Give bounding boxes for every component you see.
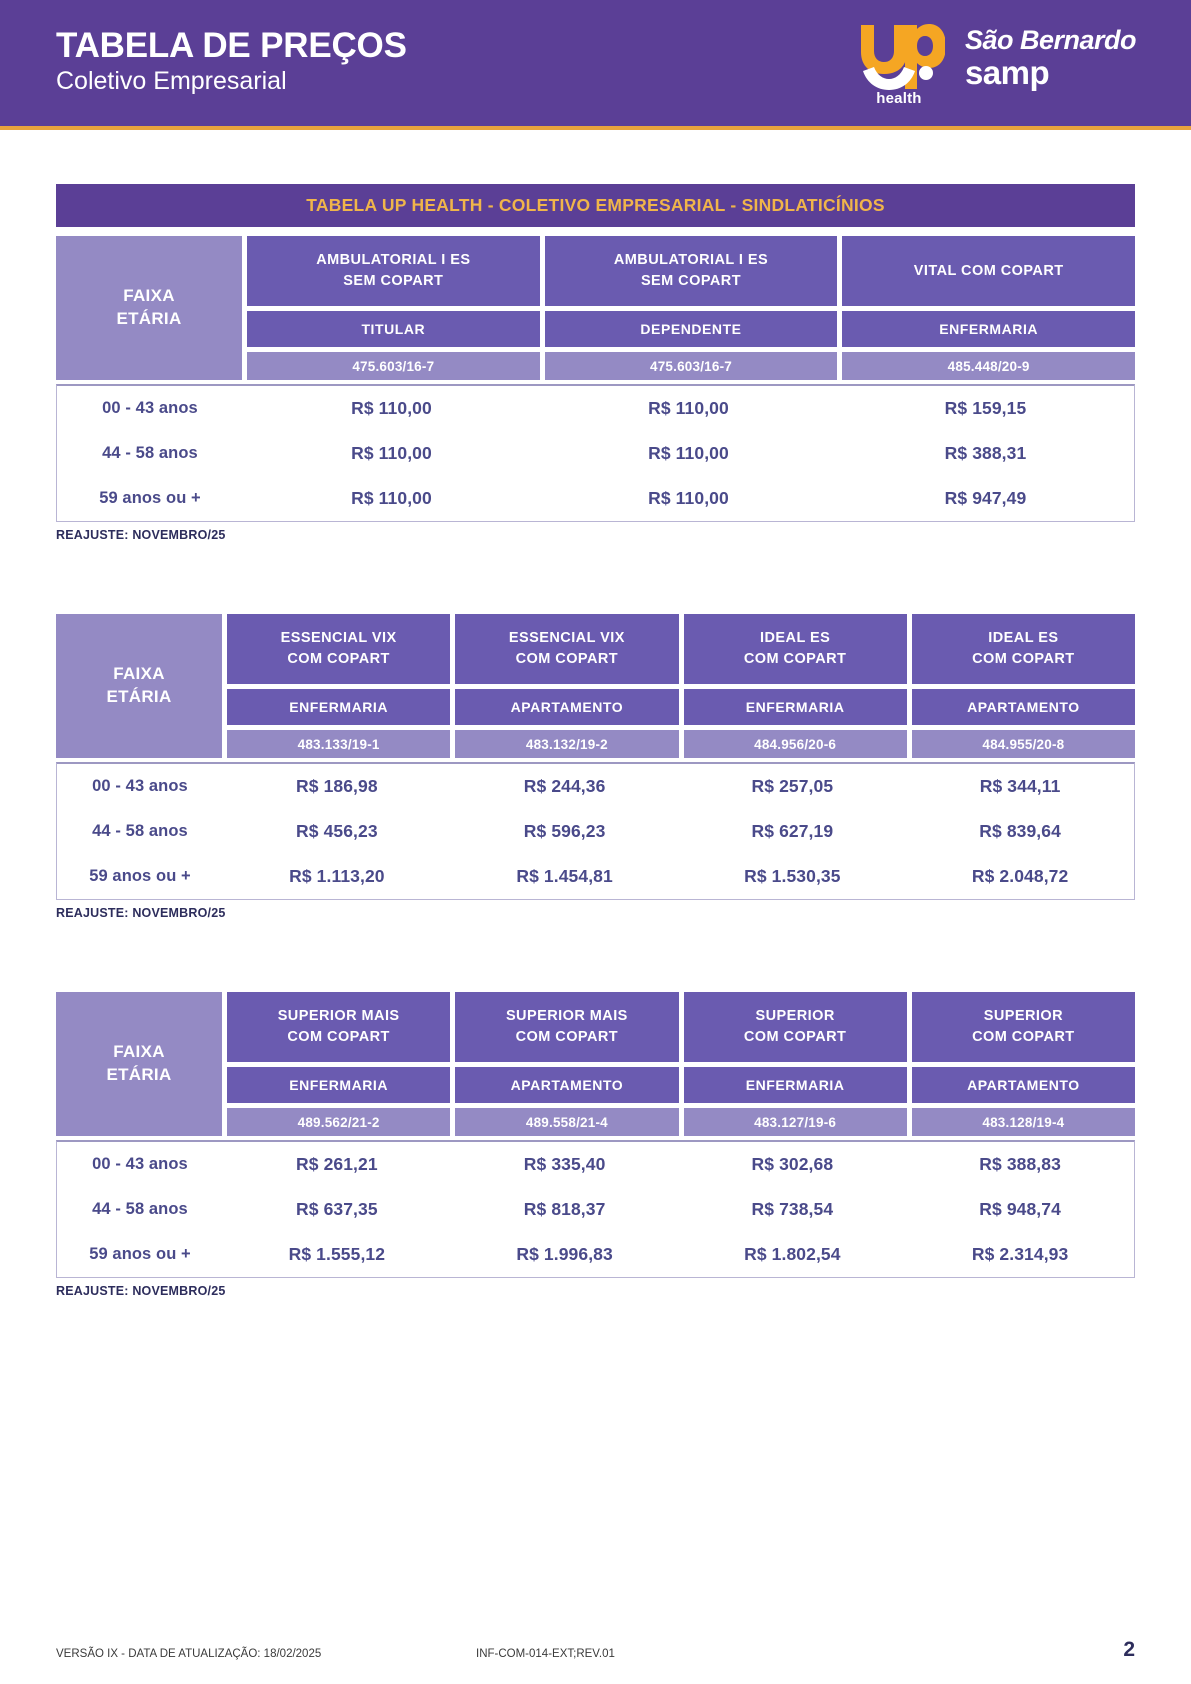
plan-name-line1: AMBULATORIAL I ES: [316, 252, 471, 269]
accommodation-header: APARTAMENTO: [912, 689, 1135, 725]
page-body: [0, 130, 1191, 1298]
page-subtitle: Coletivo Empresarial: [56, 66, 287, 95]
faixa-label-line1: FAIXA: [113, 1042, 165, 1062]
price-value: R$ 1.802,54: [744, 1244, 841, 1264]
price-value: R$ 335,40: [523, 1154, 606, 1174]
plan-name-line2: SEM COPART: [640, 273, 742, 289]
plan-header: [684, 614, 907, 684]
faixa-label-line2: ETÁRIA: [116, 309, 182, 328]
accommodation-header: ENFERMARIA: [684, 689, 907, 725]
price-table-block-3: [56, 920, 1135, 1298]
price-value: R$ 1.454,81: [516, 866, 613, 886]
plan-name-line2: COM COPART: [287, 651, 390, 667]
faixa-etaria-header: [56, 614, 222, 758]
age-range-label: 59 anos ou +: [99, 489, 201, 507]
faixa-label-line2: ETÁRIA: [106, 687, 172, 706]
sao-bernardo-wordmark: São Bernardo: [964, 25, 1136, 55]
price-value: R$ 456,23: [296, 821, 378, 841]
page-title: TABELA DE PREÇOS: [56, 25, 407, 65]
table-row: [57, 476, 1134, 521]
faixa-label-line1: FAIXA: [123, 286, 175, 306]
age-range-label: 59 anos ou +: [89, 867, 191, 885]
footer-version-text: VERSÃO IX - DATA DE ATUALIZAÇÃO: 18/02/2025: [56, 1648, 322, 1660]
header-title-group: [56, 27, 407, 96]
plan-name-line2: SEM COPART: [343, 273, 444, 289]
table-3-price-rows: [56, 1140, 1135, 1278]
accommodation-header: APARTAMENTO: [455, 689, 678, 725]
price-value: R$ 388,31: [944, 443, 1027, 463]
accommodation-header: TITULAR: [247, 311, 540, 347]
price-value: R$ 159,15: [944, 398, 1027, 418]
plan-header: [227, 992, 450, 1062]
up-health-wordmark: health: [876, 90, 922, 107]
table-row: [57, 1187, 1134, 1232]
plan-name-line2: COM COPART: [515, 651, 619, 667]
price-value: R$ 110,00: [648, 488, 729, 508]
registration-number: 489.558/21-4: [455, 1108, 678, 1136]
price-value: R$ 186,98: [296, 776, 378, 796]
samp-sao-bernardo-logo: [965, 21, 1136, 91]
reajuste-note: REAJUSTE: NOVEMBRO/25: [56, 1284, 226, 1298]
price-value: R$ 627,19: [751, 821, 834, 841]
plan-header: [227, 614, 450, 684]
plan-name-line1: SUPERIOR MAIS: [277, 1008, 400, 1025]
page-header-banner: [0, 0, 1191, 130]
registration-number: 484.955/20-8: [912, 730, 1135, 758]
faixa-label-line2: ETÁRIA: [106, 1065, 172, 1084]
logo-lockup: [851, 21, 1136, 107]
table-1-header-grid: [56, 236, 1135, 380]
price-value: R$ 1.530,35: [744, 866, 841, 886]
plan-name-line1: AMBULATORIAL I ES: [613, 252, 769, 269]
price-value: R$ 637,35: [296, 1199, 378, 1219]
plan-header: [545, 236, 838, 306]
price-value: R$ 1.555,12: [288, 1244, 386, 1264]
table-2-header-grid: [56, 614, 1135, 758]
table-row: [57, 431, 1134, 476]
page-number: 2: [1123, 1638, 1135, 1662]
accommodation-header: ENFERMARIA: [842, 311, 1135, 347]
plan-name-line2: COM COPART: [287, 1029, 390, 1045]
price-value: R$ 1.996,83: [516, 1244, 613, 1264]
plan-header: [842, 236, 1135, 306]
plan-name-line1: ESSENCIAL VIX: [280, 630, 397, 647]
samp-wordmark: samp: [964, 54, 1050, 91]
price-value: R$ 839,64: [979, 821, 1061, 841]
price-value: R$ 110,00: [351, 488, 432, 508]
registration-number: 483.127/19-6: [684, 1108, 907, 1136]
up-logo-mark-icon: [853, 21, 945, 93]
price-value: R$ 344,11: [979, 776, 1061, 796]
table-row: [57, 386, 1134, 431]
plan-header: [912, 992, 1135, 1062]
registration-number: 475.603/16-7: [247, 352, 540, 380]
price-value: R$ 110,00: [648, 443, 729, 463]
plan-name-line1: VITAL COM COPART: [913, 262, 1064, 279]
faixa-etaria-header: [56, 992, 222, 1136]
price-value: R$ 302,68: [751, 1154, 834, 1174]
plan-name-line2: COM COPART: [972, 651, 1075, 667]
registration-number: 483.128/19-4: [912, 1108, 1135, 1136]
plan-name-line2: COM COPART: [972, 1029, 1075, 1045]
table-band-title: TABELA UP HEALTH - COLETIVO EMPRESARIAL - SINDLATICÍNIOS: [56, 184, 1135, 227]
price-value: R$ 2.314,93: [971, 1244, 1069, 1264]
age-range-label: 44 - 58 anos: [92, 822, 188, 840]
price-table-block-2: [56, 542, 1135, 920]
price-value: R$ 110,00: [351, 398, 432, 418]
plan-header: [684, 992, 907, 1062]
footer-doc-code: INF-COM-014-EXT;REV.01: [476, 1648, 615, 1660]
price-table-block-1: [56, 130, 1135, 542]
table-row: [57, 1232, 1134, 1277]
accommodation-header: ENFERMARIA: [227, 689, 450, 725]
table-row: [57, 764, 1134, 809]
reajuste-note: REAJUSTE: NOVEMBRO/25: [56, 906, 226, 920]
price-value: R$ 948,74: [979, 1199, 1061, 1219]
registration-number: 483.133/19-1: [227, 730, 450, 758]
plan-name-line2: COM COPART: [743, 1029, 847, 1045]
accommodation-header: APARTAMENTO: [455, 1067, 678, 1103]
accommodation-header: ENFERMARIA: [227, 1067, 450, 1103]
plan-name-line1: SUPERIOR: [983, 1008, 1064, 1025]
price-value: R$ 738,54: [751, 1199, 834, 1219]
age-range-label: 44 - 58 anos: [92, 1200, 188, 1218]
plan-header: [455, 614, 678, 684]
table-row: [57, 809, 1134, 854]
age-range-label: 59 anos ou +: [89, 1245, 191, 1263]
plan-header: [455, 992, 678, 1062]
age-range-label: 00 - 43 anos: [92, 1155, 188, 1173]
table-row: [57, 854, 1134, 899]
registration-number: 475.603/16-7: [545, 352, 838, 380]
up-health-logo: [851, 21, 947, 107]
price-value: R$ 257,05: [751, 776, 834, 796]
price-value: R$ 818,37: [523, 1199, 606, 1219]
price-value: R$ 2.048,72: [971, 866, 1069, 886]
age-range-label: 00 - 43 anos: [102, 399, 198, 417]
price-value: R$ 244,36: [523, 776, 606, 796]
price-value: R$ 388,83: [979, 1154, 1061, 1174]
table-3-header-grid: [56, 992, 1135, 1136]
table-1-price-rows: [56, 384, 1135, 522]
faixa-label-line1: FAIXA: [113, 664, 165, 684]
age-range-label: 00 - 43 anos: [92, 777, 188, 795]
plan-header: [247, 236, 540, 306]
price-value: R$ 1.113,20: [289, 866, 385, 886]
plan-name-line2: COM COPART: [515, 1029, 619, 1045]
price-value: R$ 110,00: [648, 398, 729, 418]
registration-number: 485.448/20-9: [842, 352, 1135, 380]
plan-name-line1: SUPERIOR MAIS: [505, 1008, 628, 1025]
price-value: R$ 596,23: [523, 821, 606, 841]
accommodation-header: APARTAMENTO: [912, 1067, 1135, 1103]
faixa-etaria-header: [56, 236, 242, 380]
page-footer: [0, 1638, 1191, 1662]
plan-name-line1: IDEAL ES: [988, 630, 1059, 647]
price-value: R$ 110,00: [351, 443, 432, 463]
price-value: R$ 947,49: [944, 488, 1027, 508]
accommodation-header: ENFERMARIA: [684, 1067, 907, 1103]
reajuste-note: REAJUSTE: NOVEMBRO/25: [56, 528, 226, 542]
plan-name-line1: SUPERIOR: [755, 1008, 835, 1025]
plan-name-line2: COM COPART: [743, 651, 847, 667]
plan-header: [912, 614, 1135, 684]
accommodation-header: DEPENDENTE: [545, 311, 838, 347]
registration-number: 483.132/19-2: [455, 730, 678, 758]
price-value: R$ 261,21: [296, 1154, 378, 1174]
plan-name-line1: ESSENCIAL VIX: [508, 630, 625, 647]
table-2-price-rows: [56, 762, 1135, 900]
registration-number: 489.562/21-2: [227, 1108, 450, 1136]
age-range-label: 44 - 58 anos: [102, 444, 198, 462]
registration-number: 484.956/20-6: [684, 730, 907, 758]
plan-name-line1: IDEAL ES: [760, 630, 831, 647]
table-row: [57, 1142, 1134, 1187]
